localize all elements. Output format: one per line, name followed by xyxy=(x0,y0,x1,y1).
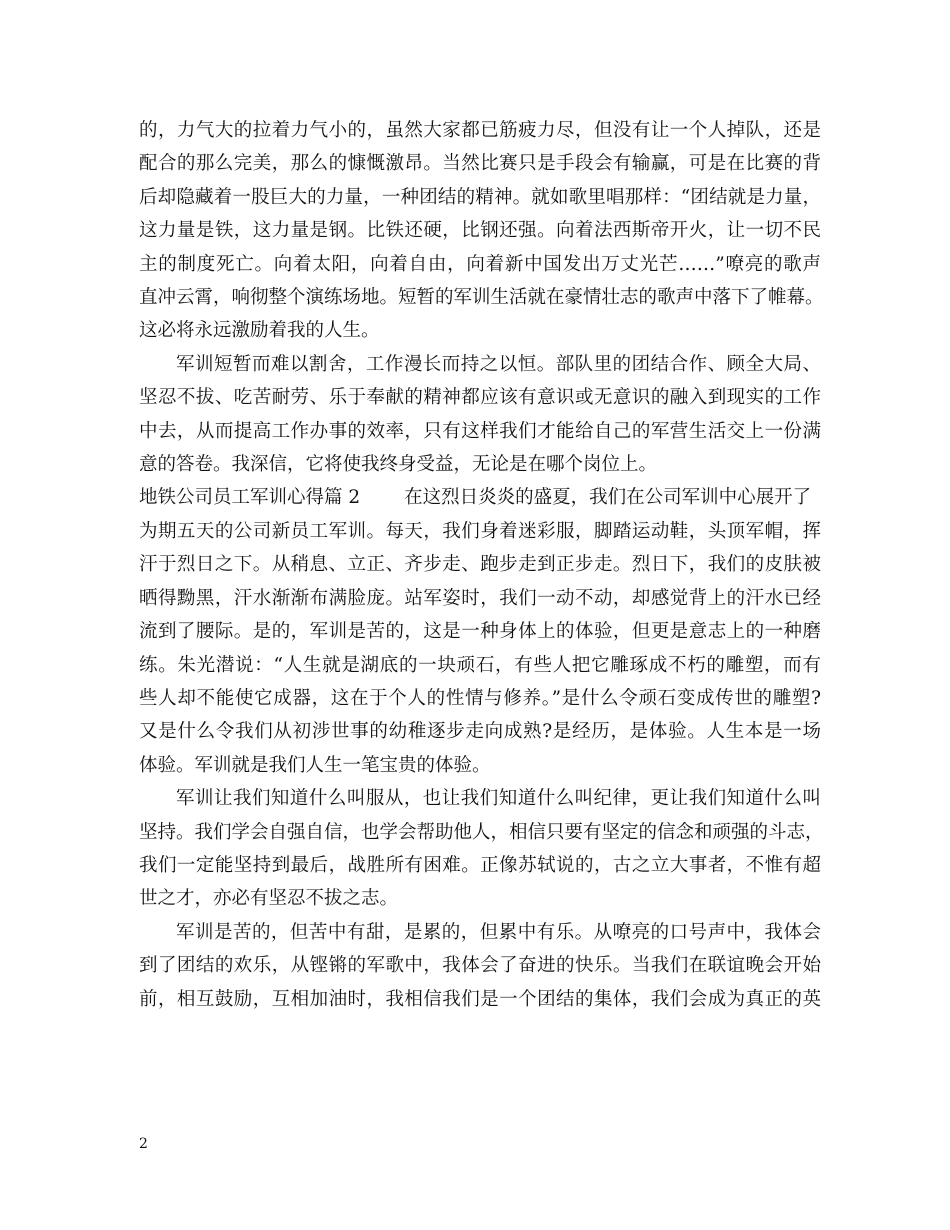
text-line: 直冲云霄，响彻整个演练场地。短暂的军训生活就在豪情壮志的歌声中落下了帷幕。 xyxy=(139,287,824,309)
text-line: 军训让我们知道什么叫服从，也让我们知道什么叫纪律，更让我们知道什么叫 xyxy=(176,788,821,810)
text-line: 前，相互鼓励，互相加油时，我相信我们是一个团结的集体，我们会成为真正的英 xyxy=(139,988,821,1010)
text-line: 军训是苦的，但苦中有甜，是累的，但累中有乐。从嘹亮的口号声中，我体会 xyxy=(176,921,821,943)
text-line: 汗于烈日之下。从稍息、立正、齐步走、跑步走到正步走。烈日下，我们的皮肤被 xyxy=(139,554,821,576)
text-line: 我们一定能坚持到最后，战胜所有困难。正像苏轼说的，古之立大事者，不惟有超 xyxy=(139,854,821,876)
text-line: 配合的那么完美，那么的慷慨激昂。当然比赛只是手段会有输赢，可是在比赛的背 xyxy=(139,153,821,175)
text-line: 世之才，亦必有坚忍不拔之志。 xyxy=(139,888,399,910)
text-line: 意的答卷。我深信，它将使我终身受益，无论是在哪个岗位上。 xyxy=(139,454,658,476)
text-line: 坚持。我们学会自强自信，也学会帮助他人，相信只要有坚定的信念和顽强的斗志， xyxy=(139,821,824,843)
text-line: 些人却不能使它成器，这在于个人的性情与修养。”是什么令顽石变成传世的雕塑? xyxy=(139,687,821,709)
text-line: 为期五天的公司新员工军训。每天，我们身着迷彩服，脚踏运动鞋，头顶军帽，挥 xyxy=(139,520,821,542)
paragraph-1 xyxy=(139,114,824,348)
text-line: 流到了腰际。是的，军训是苦的，这是一种身体上的体验，但更是意志上的一种磨 xyxy=(139,621,821,643)
text-line: 后却隐藏着一股巨大的力量，一种团结的精神。就如歌里唱那样：“团结就是力量， xyxy=(139,186,821,208)
text-line: 坚忍不拔、吃苦耐劳、乐于奉献的精神都应该有意识或无意识的融入到现实的工作 xyxy=(139,387,821,409)
section-heading: 地铁公司员工军训心得篇 2 xyxy=(139,487,361,509)
text-line: 的，力气大的拉着力气小的，虽然大家都已筋疲力尽，但没有让一个人掉队，还是 xyxy=(139,120,821,141)
section-heading-line xyxy=(139,481,821,514)
text-line: 这力量是铁，这力量是钢。比铁还硬，比钢还强。向着法西斯帝开火，让一切不民 xyxy=(139,220,821,242)
paragraph-3 xyxy=(139,782,824,916)
text-line: 军训短暂而难以割舍，工作漫长而持之以恒。部队里的团结合作、顾全大局、 xyxy=(176,353,821,375)
section-2 xyxy=(139,481,821,782)
text-line: 这必将永远激励着我的人生。 xyxy=(139,320,380,342)
text-line: 练。朱光潜说：“人生就是湖底的一块顽石，有些人把它雕琢成不朽的雕塑，而有 xyxy=(139,654,821,676)
document-body xyxy=(139,114,824,1016)
text-line: 晒得黝黑，汗水渐渐布满脸庞。站军姿时，我们一动不动，却感觉背上的汗水已经 xyxy=(139,587,821,609)
text-line: 体验。军训就是我们人生一笔宝贵的体验。 xyxy=(139,754,491,776)
page-number: 2 xyxy=(139,1136,148,1152)
paragraph-4 xyxy=(139,916,821,1016)
text-line: 在这烈日炎炎的盛夏，我们在公司军训中心展开了 xyxy=(404,487,812,509)
paragraph-2 xyxy=(139,348,821,482)
text-line: 主的制度死亡。向着太阳，向着自由，向着新中国发出万丈光芒……”嘹亮的歌声 xyxy=(139,253,821,275)
text-line: 到了团结的欢乐，从铿锵的军歌中，我体会了奋进的快乐。当我们在联谊晚会开始 xyxy=(139,955,821,977)
text-line: 又是什么令我们从初涉世事的幼稚逐步走向成熟?是经历，是体验。人生本是一场 xyxy=(139,721,821,743)
text-line: 中去，从而提高工作办事的效率，只有这样我们才能给自己的军营生活交上一份满 xyxy=(139,420,821,442)
